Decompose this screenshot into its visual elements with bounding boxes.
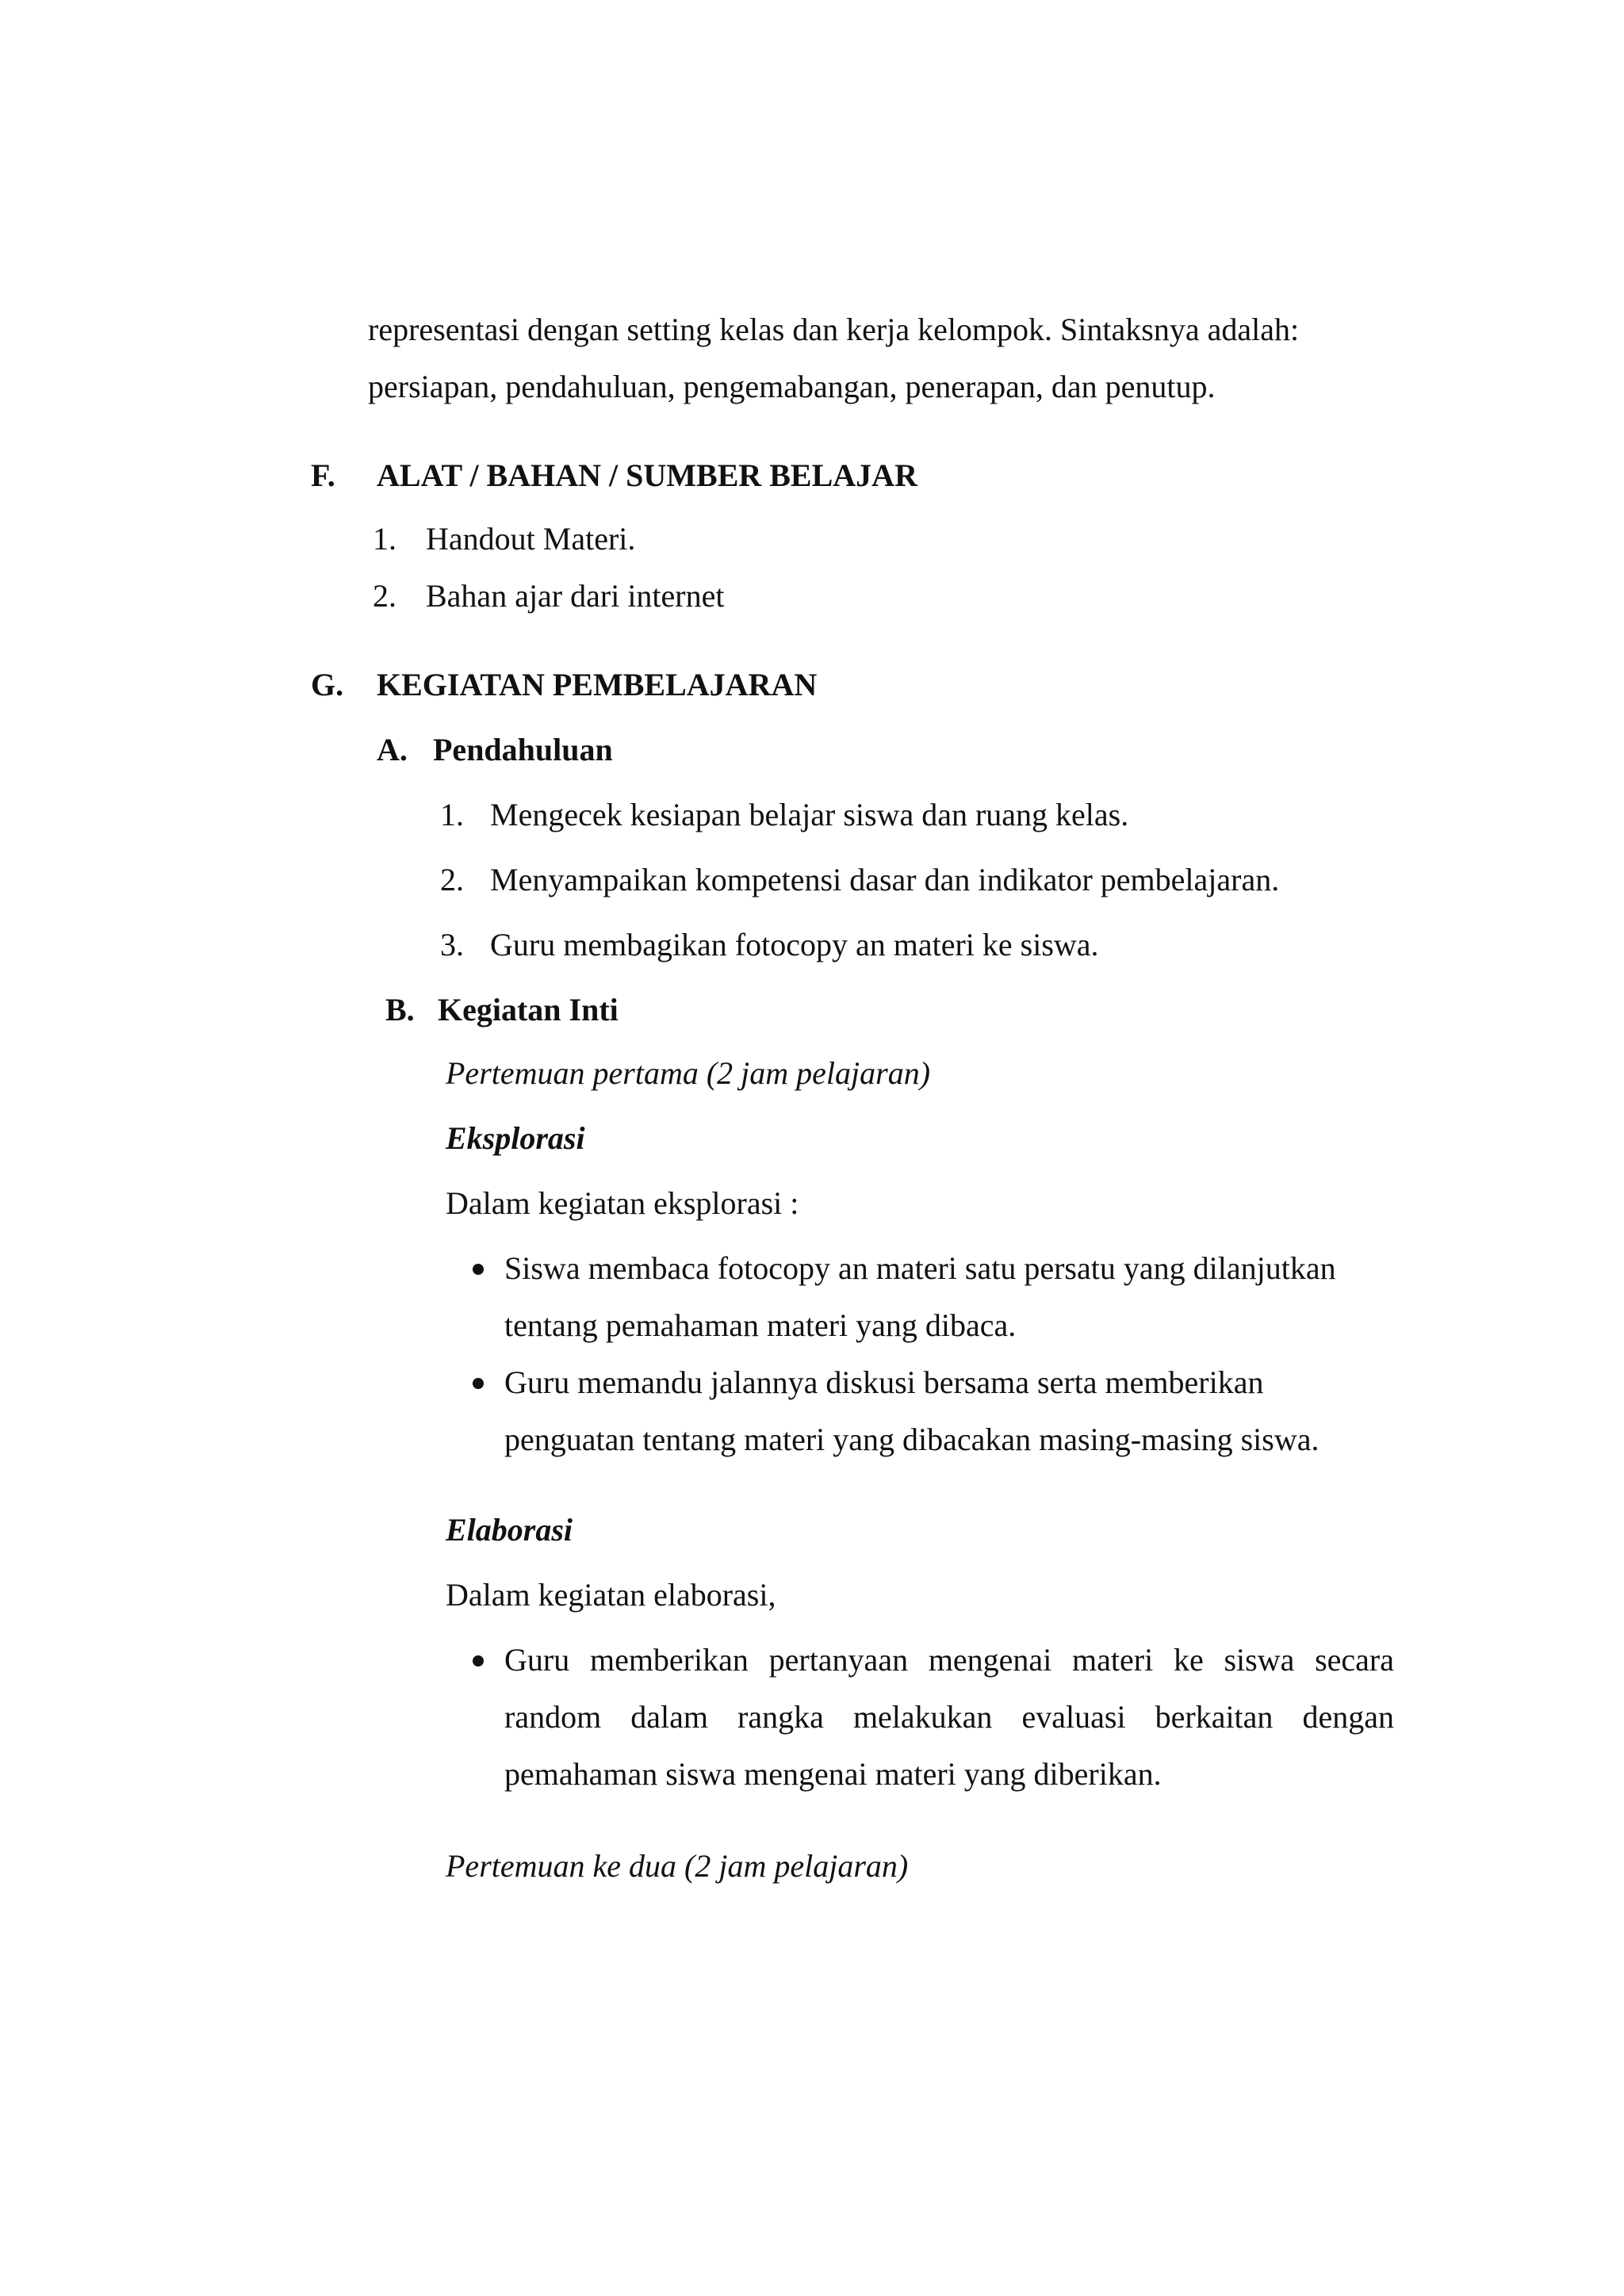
section-letter: G. [311, 667, 344, 702]
activity-heading: Elaborasi [446, 1512, 573, 1548]
activity-intro: Dalam kegiatan elaborasi, [446, 1577, 776, 1613]
meeting-heading: Pertemuan pertama (2 jam pelajaran) [446, 1055, 931, 1091]
list-number: 3. [440, 927, 464, 962]
meeting-heading: Pertemuan ke dua (2 jam pelajaran) [446, 1848, 909, 1884]
bullet-text-line: Siswa membaca fotocopy an materi satu persatu yang dilanjutkan [504, 1250, 1336, 1286]
bullet-text-line: random dalam rangka melakukan evaluasi berkaitan dengan [504, 1699, 1394, 1735]
list-number: 2. [440, 862, 464, 897]
activity-heading: Eksplorasi [446, 1120, 585, 1156]
list-item: Mengecek kesiapan belajar siswa dan ruang kelas. [490, 797, 1129, 832]
list-number: 1. [373, 521, 396, 557]
section-heading: KEGIATAN PEMBELAJARAN [377, 667, 818, 702]
section-letter: F. [311, 457, 335, 493]
bullet-icon [473, 1655, 484, 1667]
subsection-letter: A. [377, 732, 408, 767]
bullet-text-line: pemahaman siswa mengenai materi yang diberikan. [504, 1756, 1162, 1792]
paragraph-line: persiapan, pendahuluan, pengemabangan, penerapan, dan penutup. [368, 369, 1216, 404]
list-item: Menyampaikan kompetensi dasar dan indikator pembelajaran. [490, 862, 1280, 897]
bullet-icon [473, 1378, 484, 1389]
list-item: Bahan ajar dari internet [426, 578, 725, 614]
activity-intro: Dalam kegiatan eksplorasi : [446, 1185, 799, 1221]
bullet-text-line: penguatan tentang materi yang dibacakan masing-masing siswa. [504, 1422, 1320, 1457]
bullet-icon [473, 1264, 484, 1275]
subsection-heading: Kegiatan Inti [438, 992, 619, 1027]
list-number: 2. [373, 578, 396, 614]
subsection-heading: Pendahuluan [433, 732, 613, 767]
list-item: Handout Materi. [426, 521, 636, 557]
bullet-text-line: tentang pemahaman materi yang dibaca. [504, 1307, 1017, 1343]
list-number: 1. [440, 797, 464, 832]
list-item: Guru membagikan fotocopy an materi ke siswa. [490, 927, 1099, 962]
section-heading: ALAT / BAHAN / SUMBER BELAJAR [377, 457, 917, 493]
bullet-text-line: Guru memandu jalannya diskusi bersama serta memberikan [504, 1364, 1264, 1400]
paragraph-line: representasi dengan setting kelas dan kerja kelompok. Sintaksnya adalah: [368, 312, 1300, 347]
bullet-text-line: Guru memberikan pertanyaan mengenai materi ke siswa secara [504, 1642, 1394, 1678]
subsection-letter: B. [385, 992, 415, 1027]
